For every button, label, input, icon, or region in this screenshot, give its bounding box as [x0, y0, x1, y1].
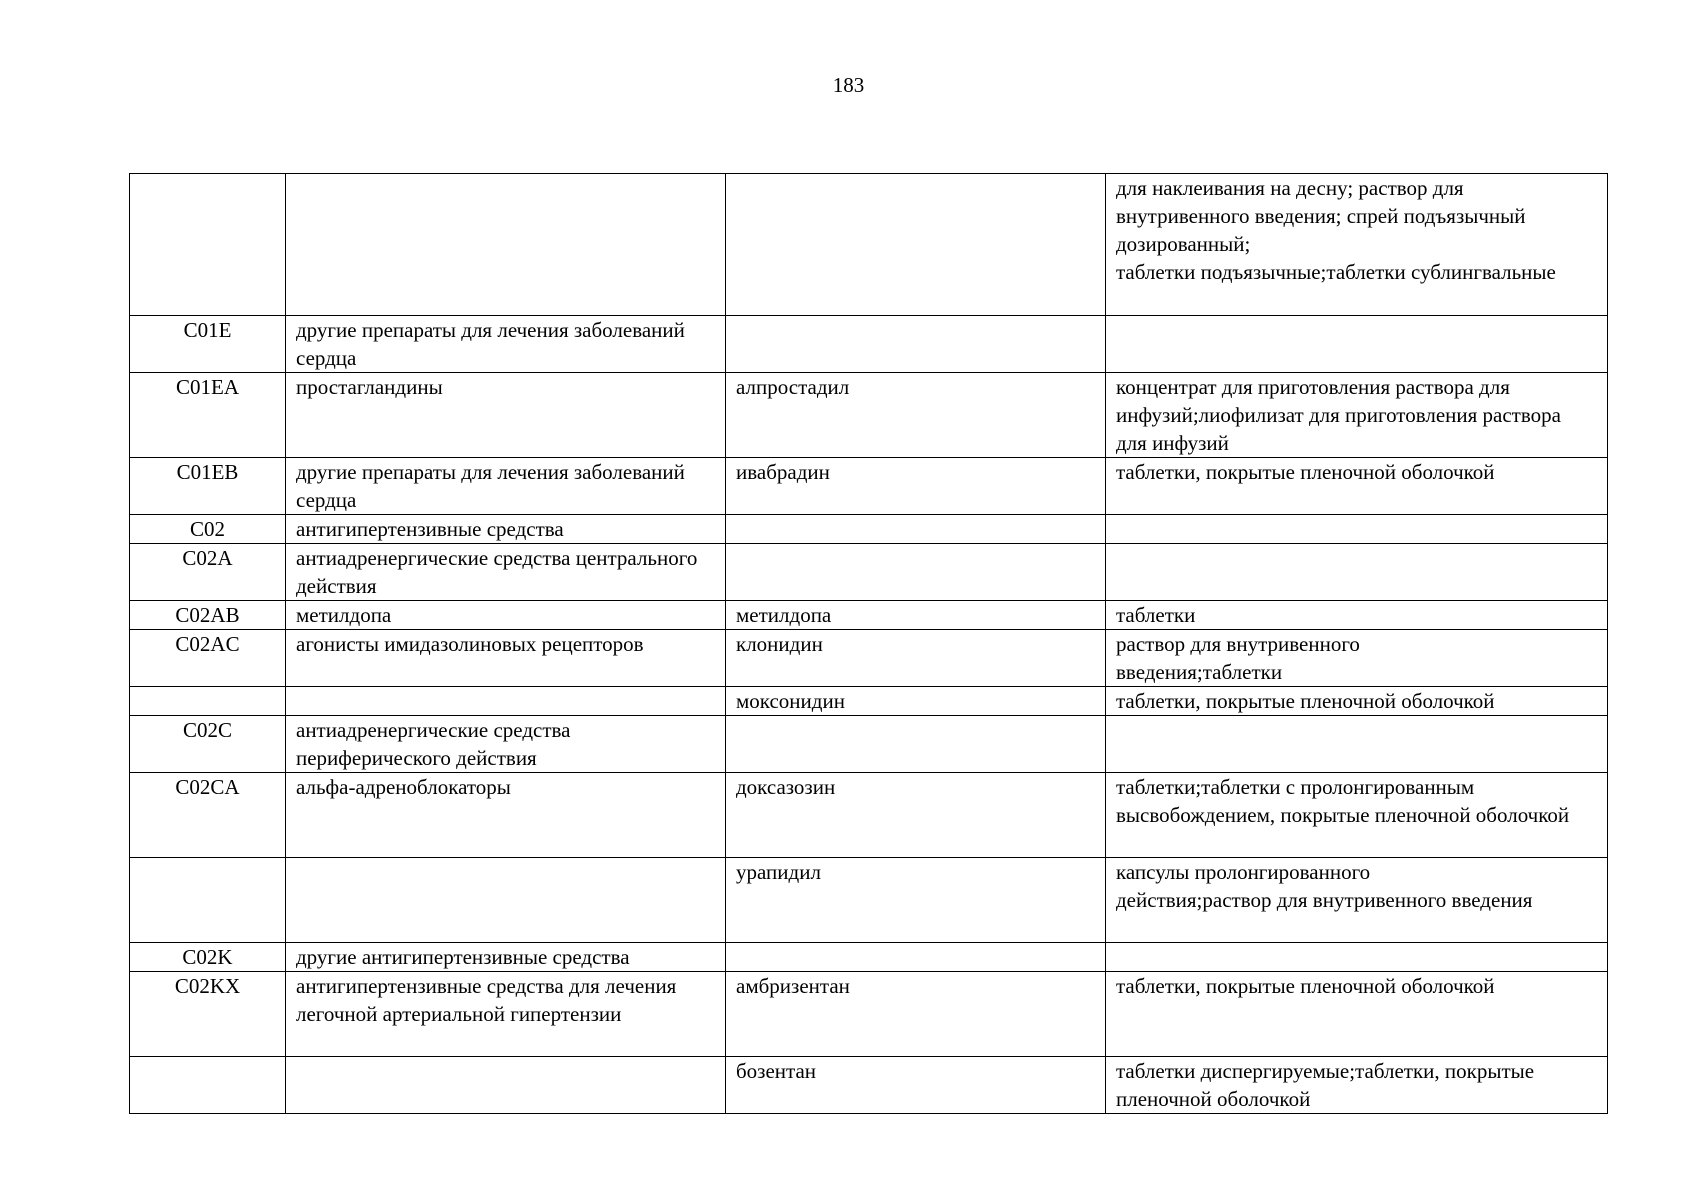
drug-cell: урапидил: [726, 858, 1106, 943]
table-row: [130, 174, 1608, 316]
group-cell: [286, 858, 726, 943]
atc-code-cell: C02AC: [130, 630, 286, 687]
drug-cell: алпростадил: [726, 373, 1106, 458]
group-cell: другие препараты для лечения заболеваний сердца: [286, 458, 726, 515]
table-row: [130, 1057, 1608, 1114]
group-cell: [286, 687, 726, 716]
table-row: [130, 858, 1608, 943]
dosage-form-cell: таблетки диспергируемые;таблетки, покрытые пленочной оболочкой: [1106, 1057, 1608, 1114]
atc-code-cell: C02CA: [130, 773, 286, 858]
group-cell: антигипертензивные средства: [286, 515, 726, 544]
drug-cell: клонидин: [726, 630, 1106, 687]
table-row: [130, 316, 1608, 373]
atc-code-cell: C02AB: [130, 601, 286, 630]
atc-code-cell: C01E: [130, 316, 286, 373]
table-row: [130, 601, 1608, 630]
group-cell: агонисты имидазолиновых рецепторов: [286, 630, 726, 687]
dosage-form-cell: [1106, 515, 1608, 544]
table-row: [130, 716, 1608, 773]
drug-cell: [726, 544, 1106, 601]
group-cell: метилдопа: [286, 601, 726, 630]
atc-code-cell: C02: [130, 515, 286, 544]
atc-code-cell: [130, 858, 286, 943]
drug-cell: моксонидин: [726, 687, 1106, 716]
drug-cell: доксазозин: [726, 773, 1106, 858]
drug-cell: [726, 716, 1106, 773]
table-row: [130, 687, 1608, 716]
atc-code-cell: C01EA: [130, 373, 286, 458]
drug-cell: амбризентан: [726, 972, 1106, 1057]
dosage-form-cell: [1106, 316, 1608, 373]
atc-code-cell: C01EB: [130, 458, 286, 515]
drug-cell: [726, 316, 1106, 373]
drug-cell: ивабрадин: [726, 458, 1106, 515]
dosage-form-cell: [1106, 716, 1608, 773]
group-cell: антигипертензивные средства для лечения легочной артериальной гипертензии: [286, 972, 726, 1057]
group-cell: антиадренергические средства центрального действия: [286, 544, 726, 601]
atc-code-cell: [130, 1057, 286, 1114]
dosage-form-cell: концентрат для приготовления раствора для инфузий;лиофилизат для приготовления раствора для инфузий: [1106, 373, 1608, 458]
drug-cell: [726, 943, 1106, 972]
table-row: [130, 544, 1608, 601]
table-row: [130, 972, 1608, 1057]
table-row: [130, 943, 1608, 972]
dosage-form-cell: таблетки: [1106, 601, 1608, 630]
drug-cell: [726, 515, 1106, 544]
atc-code-cell: C02A: [130, 544, 286, 601]
atc-code-cell: C02KX: [130, 972, 286, 1057]
atc-code-cell: [130, 687, 286, 716]
table-row: [130, 458, 1608, 515]
table-row: [130, 515, 1608, 544]
table-row: [130, 373, 1608, 458]
drug-table: [129, 173, 1608, 1114]
atc-code-cell: C02K: [130, 943, 286, 972]
dosage-form-cell: таблетки, покрытые пленочной оболочкой: [1106, 972, 1608, 1057]
atc-code-cell: [130, 174, 286, 316]
dosage-form-cell: капсулы пролонгированного действия;раствор для внутривенного введения: [1106, 858, 1608, 943]
dosage-form-cell: [1106, 544, 1608, 601]
group-cell: [286, 174, 726, 316]
drug-cell: [726, 174, 1106, 316]
atc-code-cell: C02C: [130, 716, 286, 773]
group-cell: другие препараты для лечения заболеваний сердца: [286, 316, 726, 373]
drug-cell: бозентан: [726, 1057, 1106, 1114]
table-row: [130, 773, 1608, 858]
group-cell: антиадренергические средства периферического действия: [286, 716, 726, 773]
dosage-form-cell: таблетки, покрытые пленочной оболочкой: [1106, 458, 1608, 515]
drug-cell: метилдопа: [726, 601, 1106, 630]
group-cell: [286, 1057, 726, 1114]
table-row: [130, 630, 1608, 687]
dosage-form-cell: раствор для внутривенного введения;таблетки: [1106, 630, 1608, 687]
page-number: 183: [832, 73, 865, 97]
group-cell: другие антигипертензивные средства: [286, 943, 726, 972]
group-cell: простагландины: [286, 373, 726, 458]
dosage-form-cell: [1106, 943, 1608, 972]
group-cell: альфа-адреноблокаторы: [286, 773, 726, 858]
dosage-form-cell: для наклеивания на десну; раствор для внутривенного введения; спрей подъязычный дозированный; таблетки подъязычные;таблетки сублингвальные: [1106, 174, 1608, 316]
dosage-form-cell: таблетки, покрытые пленочной оболочкой: [1106, 687, 1608, 716]
dosage-form-cell: таблетки;таблетки с пролонгированным высвобождением, покрытые пленочной оболочкой: [1106, 773, 1608, 858]
